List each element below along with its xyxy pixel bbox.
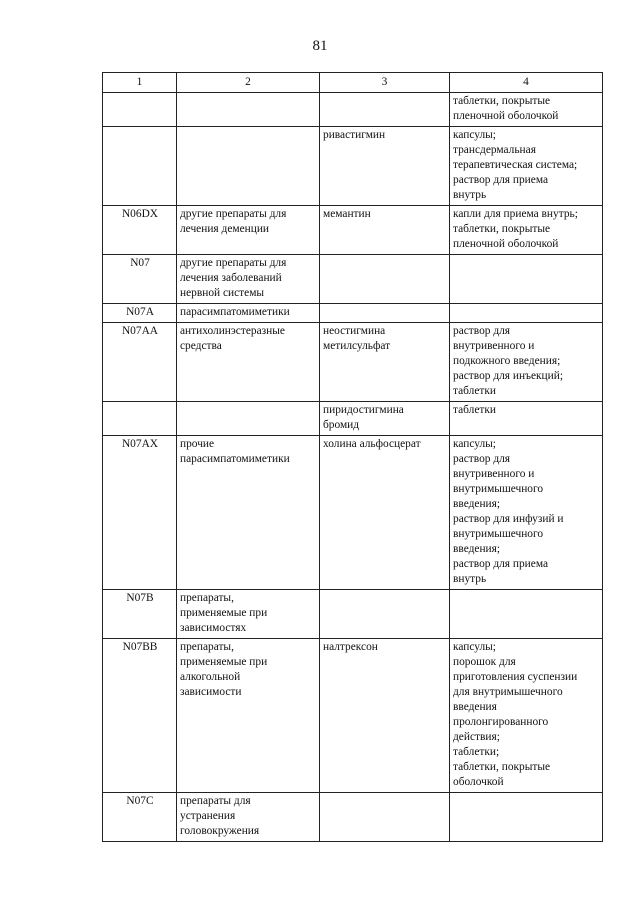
atc-code-cell <box>103 255 177 304</box>
dosage-forms-cell <box>450 93 603 127</box>
pharmacological-group-cell-text: прочие парасимпатомиметики <box>180 438 290 465</box>
column-header-1: 1 <box>103 73 177 93</box>
drug-name-cell <box>320 304 450 323</box>
pharmacological-group-cell <box>177 323 320 402</box>
atc-code-cell-text: N06DX <box>121 208 159 220</box>
dosage-forms-cell <box>450 206 603 255</box>
table-row <box>103 323 603 402</box>
dosage-forms-cell-text: капсулы; порошок для приготовления суспензии для внутримышечного введения пролонгированного действия; таблетки; таблетки, покрытые оболочкой <box>453 641 578 788</box>
atc-code-cell <box>103 436 177 590</box>
pharmacological-group-cell <box>177 436 320 590</box>
pharmacological-group-cell <box>177 304 320 323</box>
drug-name-cell-text: пиридостигмина бромид <box>323 404 404 431</box>
atc-code-cell-text: N07 <box>130 257 150 269</box>
drug-name-cell-text: неостигмина метилсульфат <box>323 325 391 352</box>
pharmacological-group-cell-text: другие препараты для лечения деменции <box>180 208 287 235</box>
pharmacological-group-cell <box>177 255 320 304</box>
drug-name-cell <box>320 206 450 255</box>
table-row <box>103 590 603 639</box>
atc-code-cell-text: N07B <box>126 592 154 604</box>
drug-name-cell <box>320 323 450 402</box>
dosage-forms-cell-text: таблетки <box>453 404 497 416</box>
dosage-forms-cell-text: таблетки, покрытые пленочной оболочкой <box>453 95 559 122</box>
dosage-forms-cell <box>450 436 603 590</box>
drug-name-cell <box>320 590 450 639</box>
table-row <box>103 255 603 304</box>
atc-code-cell <box>103 127 177 206</box>
pharmacological-group-cell <box>177 206 320 255</box>
table-header-row <box>103 73 603 93</box>
atc-code-cell-text: N07BB <box>122 641 158 653</box>
atc-code-cell-text: N07AA <box>121 325 159 337</box>
drug-name-cell <box>320 255 450 304</box>
table-row <box>103 93 603 127</box>
atc-code-cell <box>103 323 177 402</box>
atc-code-cell <box>103 590 177 639</box>
drug-name-cell <box>320 639 450 793</box>
dosage-forms-cell <box>450 255 603 304</box>
table-row <box>103 793 603 842</box>
dosage-forms-cell <box>450 590 603 639</box>
dosage-forms-cell-text: капсулы; раствор для внутривенного и внутримышечного введения; раствор для инфузий и внутримышечного введения; раствор для приема внутрь <box>453 438 564 585</box>
atc-code-cell-text: N07C <box>126 795 154 807</box>
table-row <box>103 639 603 793</box>
table-row <box>103 304 603 323</box>
drug-table <box>102 72 603 842</box>
pharmacological-group-cell <box>177 590 320 639</box>
pharmacological-group-cell-text: парасимпатомиметики <box>180 306 290 318</box>
dosage-forms-cell <box>450 323 603 402</box>
column-header-2: 2 <box>177 73 320 93</box>
dosage-forms-cell <box>450 127 603 206</box>
column-header-4: 4 <box>450 73 603 93</box>
table-row <box>103 127 603 206</box>
dosage-forms-cell <box>450 639 603 793</box>
dosage-forms-cell-text: капли для приема внутрь; таблетки, покрытые пленочной оболочкой <box>453 208 578 250</box>
atc-code-cell <box>103 304 177 323</box>
dosage-forms-cell-text: раствор для внутривенного и подкожного введения; раствор для инъекций; таблетки <box>453 325 564 397</box>
pharmacological-group-cell-text: препараты для устранения головокружения <box>180 795 260 837</box>
atc-code-cell <box>103 793 177 842</box>
pharmacological-group-cell-text: антихолинэстеразные средства <box>180 325 285 352</box>
table-row <box>103 436 603 590</box>
pharmacological-group-cell <box>177 793 320 842</box>
atc-code-cell <box>103 206 177 255</box>
atc-code-cell-text: N07AX <box>121 438 159 450</box>
atc-code-cell <box>103 93 177 127</box>
atc-code-cell-text: N07A <box>126 306 154 318</box>
pharmacological-group-cell <box>177 93 320 127</box>
dosage-forms-cell <box>450 402 603 436</box>
page-number: 81 <box>312 38 328 54</box>
drug-name-cell <box>320 93 450 127</box>
atc-code-cell <box>103 402 177 436</box>
pharmacological-group-cell <box>177 639 320 793</box>
drug-name-cell <box>320 436 450 590</box>
atc-code-cell <box>103 639 177 793</box>
table-row <box>103 402 603 436</box>
drug-name-cell-text: налтрексон <box>323 641 378 653</box>
drug-name-cell <box>320 793 450 842</box>
drug-name-cell <box>320 127 450 206</box>
pharmacological-group-cell-text: препараты, применяемые при зависимостях <box>180 592 268 634</box>
column-header-3: 3 <box>320 73 450 93</box>
pharmacological-group-cell <box>177 127 320 206</box>
pharmacological-group-cell-text: другие препараты для лечения заболеваний нервной системы <box>180 257 287 299</box>
dosage-forms-cell <box>450 793 603 842</box>
drug-name-cell-text: ривастигмин <box>323 129 386 141</box>
drug-name-cell-text: холина альфосцерат <box>323 438 421 450</box>
dosage-forms-cell <box>450 304 603 323</box>
pharmacological-group-cell <box>177 402 320 436</box>
dosage-forms-cell-text: капсулы; трансдермальная терапевтическая система; раствор для приема внутрь <box>453 129 578 201</box>
table-row <box>103 206 603 255</box>
drug-name-cell <box>320 402 450 436</box>
pharmacological-group-cell-text: препараты, применяемые при алкогольной зависимости <box>180 641 268 698</box>
drug-name-cell-text: мемантин <box>323 208 371 220</box>
